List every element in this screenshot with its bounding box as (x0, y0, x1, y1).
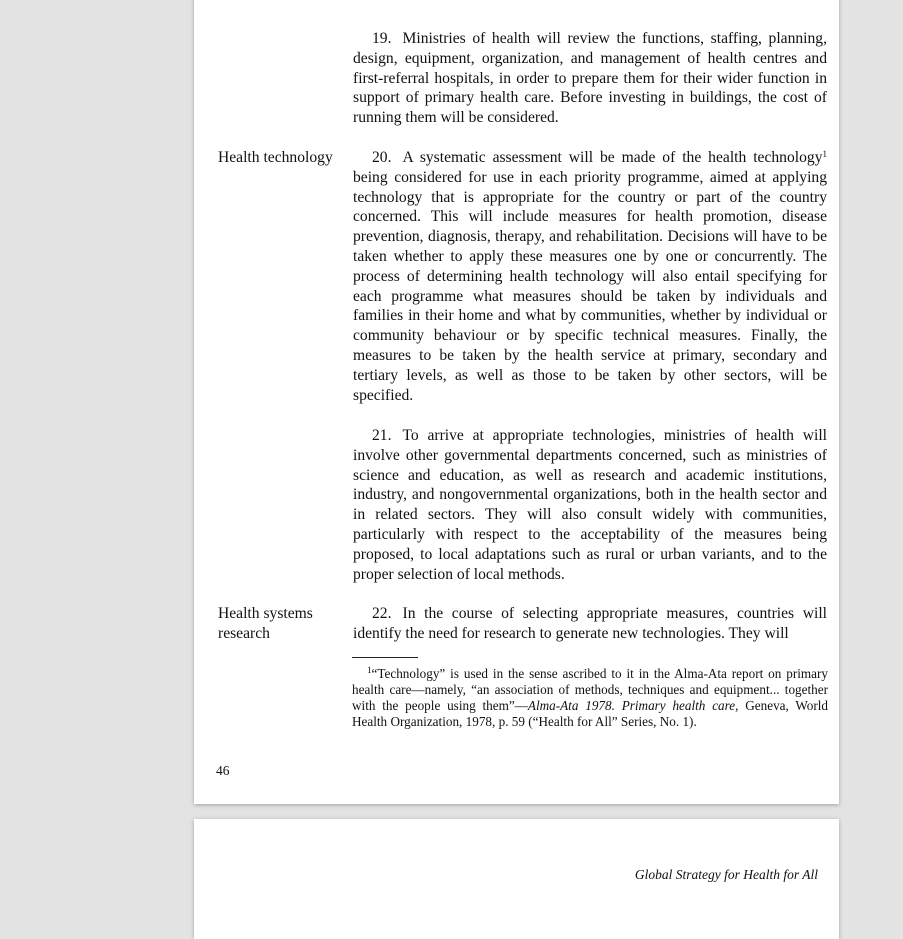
paragraph-text: To arrive at appropriate technologies, ministries of health will involve other governmental departments concerned, such as ministries of science and education, as well as research and academic institutions, industry, and nongovernmental organizations, both in the health sector and in related sectors. They will also consult widely with communities, particularly with respect to the acceptability of the measures being proposed, to local adaptations such as rural or urban variants, and to the proper selection of local methods. (353, 427, 827, 583)
paragraph-text: In the course of selecting appropriate measures, countries will identify the need for research to generate new technologies. They will (353, 605, 827, 642)
footnote-marker: 1 (367, 665, 372, 675)
footnote-text: “Technology” is used in the sense ascribed to it in the Alma-Ata report on primary health care—namely, “an association of methods, techniques and equipment... together with the people using them”— (352, 666, 828, 713)
footnote-citation-title: Alma-Ata 1978. Primary health care (527, 698, 736, 713)
document-page-next (194, 819, 839, 939)
footnote-reference[interactable]: 1 (822, 149, 827, 159)
margin-note-health-technology: Health technology (218, 149, 333, 166)
paragraph-number: 19. (372, 30, 392, 47)
paragraph-text-continued: being considered for use in each priority programme, aimed at applying technology that is appropriate for the country or part of the country concerned. This will include measures for health promotion, disease prevention, diagnosis, therapy, and rehabilitation. Decisions will have to be taken whether to apply these measures one by one or concurrently. The process of determining health technology will also entail specifying for each programme what measures should be taken by individuals and families in their home and what by communities, whether by individual or community behaviour or by specific technical measures. Finally, the measures to be taken by the health service at primary, secondary and tertiary levels, as well as those to be taken by other sectors, will be specified. (353, 168, 827, 404)
footnote-divider (352, 657, 418, 658)
paragraph-number: 20. (372, 149, 392, 166)
paragraph-number: 22. (372, 605, 392, 622)
document-page-46 (194, 0, 839, 804)
page-number: 46 (216, 763, 230, 778)
footnote-text-continued: , Geneva, World Health Organization, 1978, p. 59 (“Health for All” Series, No. 1). (352, 698, 829, 729)
paragraph-number: 21. (372, 427, 392, 444)
paragraph-20 (353, 148, 827, 405)
paragraph-21 (353, 426, 827, 584)
margin-note-health-systems-research: Health systems research (218, 605, 313, 642)
paragraph-22 (353, 604, 827, 644)
paragraph-text: A systematic assessment will be made of the health technology (402, 149, 823, 166)
footnote-1 (352, 666, 828, 730)
paragraph-text: Ministries of health will review the functions, staffing, planning, design, equipment, organization, and management of health centres and first-referral hospitals, in order to prepare them for their wider function in support of primary health care. Before investing in buildings, the cost of running them will be considered. (353, 30, 827, 127)
paragraph-19 (353, 29, 827, 128)
running-head: Global Strategy for Health for All (634, 867, 818, 882)
